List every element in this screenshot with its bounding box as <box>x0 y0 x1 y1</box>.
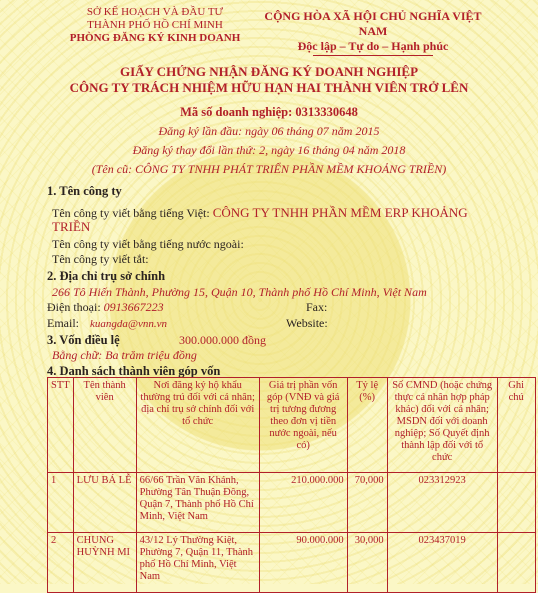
website-label: Website: <box>286 316 328 330</box>
phone-value: 0913667223 <box>103 300 164 314</box>
section-3-heading: 3. Vốn điều lệ <box>47 333 120 347</box>
national-header <box>258 9 488 56</box>
old-company-name: (Tên cũ: CÔNG TY TNHH PHÁT TRIỂN PHẦN MỀM KHOẢNG TRIỀN) <box>91 162 447 176</box>
issuing-authority <box>60 6 250 45</box>
col-header-address: Nơi đăng ký hộ khẩu thường trú đối với cá nhân; địa chỉ trụ sở chính đối với tổ chức <box>136 378 259 473</box>
section-2-heading: 2. Địa chỉ trụ sở chính <box>47 269 166 283</box>
company-name-short-label: Tên công ty viết tắt: <box>52 252 149 266</box>
cell-capital: 90.000.000 <box>259 533 347 593</box>
change-registration-date: Đăng ký thay đổi lần thứ: 2, ngày 16 tháng 04 năm 2018 <box>132 143 406 157</box>
company-name-vn-value-cont: TRIỀN <box>52 219 91 234</box>
section-4-heading: 4. Danh sách thành viên góp vốn <box>47 364 221 378</box>
table-row <box>48 473 536 533</box>
national-motto: Độc lập – Tự do – Hạnh phúc <box>297 39 449 53</box>
cell-id-number: 023437019 <box>387 533 497 593</box>
cell-member-name: CHUNG HUỲNH MI <box>73 533 136 593</box>
section-1-heading: 1. Tên công ty <box>47 184 122 198</box>
cell-note <box>497 473 535 533</box>
col-header-note: Ghi chú <box>497 378 535 473</box>
company-name-foreign-label: Tên công ty viết bằng tiếng nước ngoài: <box>52 237 244 251</box>
cell-stt: 1 <box>48 473 74 533</box>
authority-line-1: SỞ KẾ HOẠCH VÀ ĐẦU TƯ <box>86 6 224 18</box>
cell-capital: 210.000.000 <box>259 473 347 533</box>
col-header-ratio: Tỷ lệ (%) <box>347 378 387 473</box>
phone-line <box>47 300 164 315</box>
company-type-title: CÔNG TY TRÁCH NHIỆM HỮU HẠN HAI THÀNH VIÊN TRỞ LÊN <box>69 80 469 95</box>
fax-label: Fax: <box>306 300 328 314</box>
cell-stt: 2 <box>48 533 74 593</box>
charter-capital-words: Bằng chữ: Ba trăm triệu đồng <box>52 348 197 362</box>
first-registration-date: Đăng ký lần đầu: ngày 06 tháng 07 năm 2015 <box>158 124 380 138</box>
national-title: CỘNG HÒA XÃ HỘI CHỦ NGHĨA VIỆT NAM <box>264 9 482 38</box>
tax-code: Mã số doanh nghiệp: 0313330648 <box>180 105 358 119</box>
phone-label: Điện thoại: <box>47 300 101 314</box>
email-label: Email: <box>47 316 79 330</box>
col-header-capital: Giá trị phần vốn góp (VNĐ và giá trị tương đương theo đơn vị tiền nước ngoài, nếu có) <box>259 378 347 473</box>
col-header-stt: STT <box>48 378 74 473</box>
email-value: kuangda@vnn.vn <box>90 318 168 330</box>
authority-line-3: PHÒNG ĐĂNG KÝ KINH DOANH <box>69 32 241 44</box>
company-name-vn-value: CÔNG TY TNHH PHẦN MỀM ERP KHOẢNG <box>212 205 468 220</box>
company-name-vn <box>52 205 468 221</box>
cell-address: 66/66 Trần Văn Khánh, Phường Tân Thuận Đông, Quận 7, Thành phố Hồ Chí Minh, Việt Nam <box>136 473 259 533</box>
table-header-row <box>48 378 536 473</box>
cell-ratio: 70,000 <box>347 473 387 533</box>
certificate-title: GIẤY CHỨNG NHẬN ĐĂNG KÝ DOANH NGHIỆP <box>119 64 419 79</box>
authority-line-2: THÀNH PHỐ HỒ CHÍ MINH <box>87 19 223 31</box>
email-line <box>47 316 167 331</box>
cell-id-number: 023312923 <box>387 473 497 533</box>
motto-underline <box>313 55 433 56</box>
head-office-address: 266 Tô Hiến Thành, Phường 15, Quận 10, Thành phố Hồ Chí Minh, Việt Nam <box>52 285 427 299</box>
cell-address: 43/12 Lý Thường Kiệt, Phường 7, Quận 11, Thành phố Hồ Chí Minh, Việt Nam <box>136 533 259 593</box>
col-header-member-name: Tên thành viên <box>73 378 136 473</box>
members-table <box>47 377 536 593</box>
company-name-vn-label: Tên công ty viết bằng tiếng Việt: <box>52 206 210 220</box>
charter-capital-amount: 300.000.000 đồng <box>179 333 266 347</box>
cell-member-name: LƯU BÁ LỄ <box>73 473 136 533</box>
cell-ratio: 30,000 <box>347 533 387 593</box>
col-header-id-number: Số CMND (hoặc chứng thực cá nhân hợp pháp khác) đối với cá nhân; MSDN đối với doanh nghiệp; Số Quyết định thành lập đối với tổ chức <box>387 378 497 473</box>
